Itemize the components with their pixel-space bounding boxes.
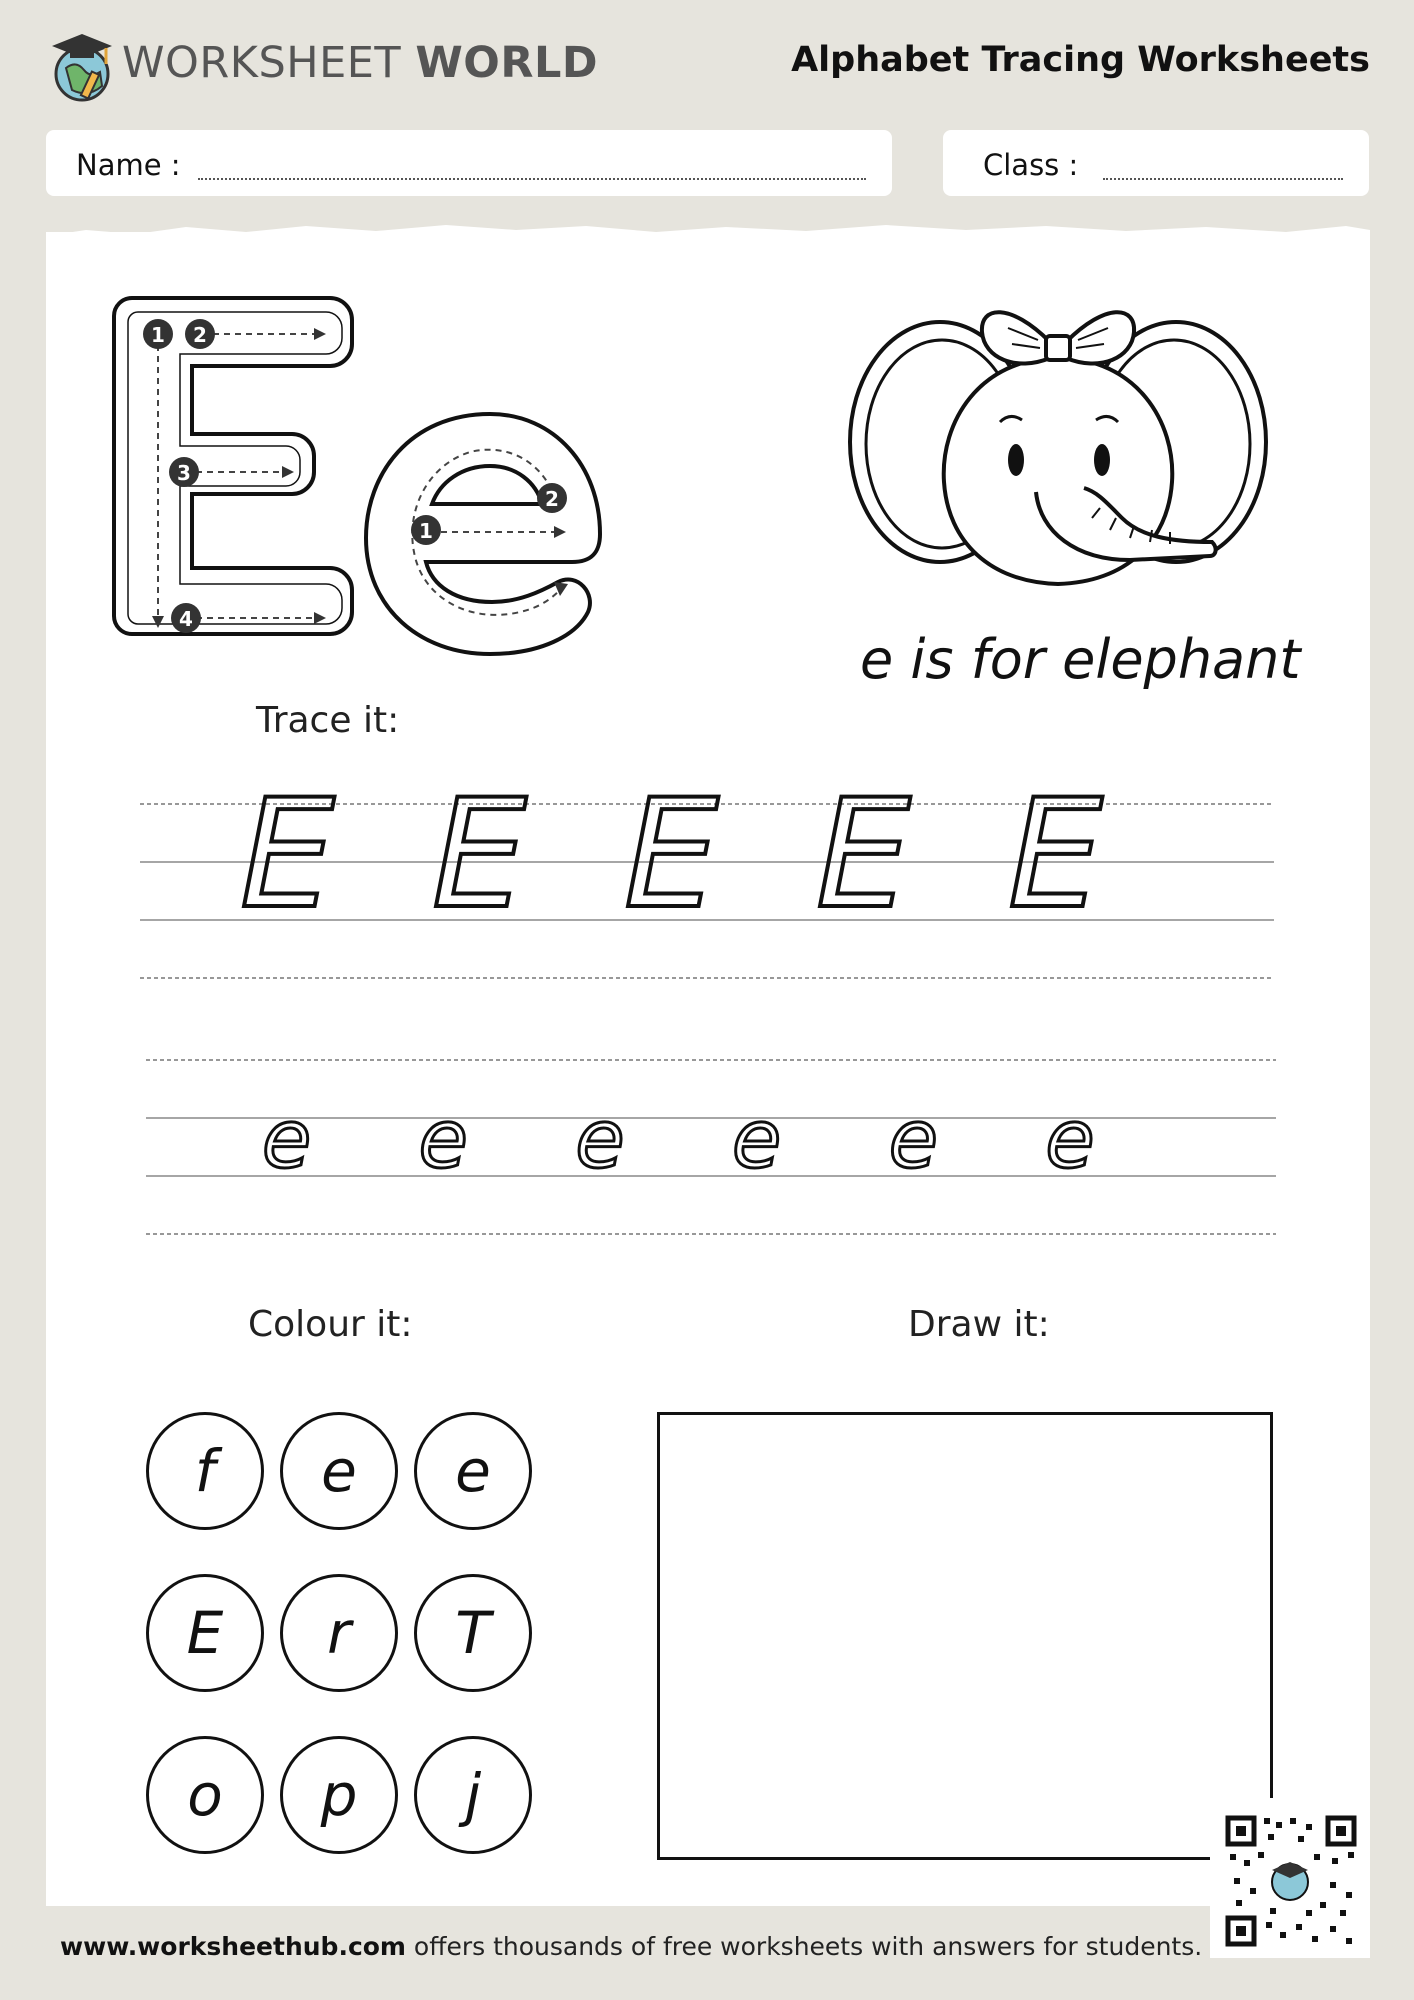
name-write-line[interactable]	[198, 178, 866, 180]
colour-circle[interactable]: f	[146, 1412, 264, 1530]
svg-text:1: 1	[151, 323, 165, 347]
trace-letter-upper[interactable]: E	[240, 768, 335, 942]
class-write-line[interactable]	[1103, 178, 1343, 180]
trace-letter-lower[interactable]: e	[1045, 1093, 1095, 1186]
colour-circle[interactable]: p	[280, 1736, 398, 1854]
lowercase-e-outline	[366, 414, 600, 654]
trace-letter-upper[interactable]: E	[1008, 768, 1103, 942]
colour-circle[interactable]: r	[280, 1574, 398, 1692]
class-label: Class :	[983, 148, 1079, 182]
letter-caption: e is for elephant	[860, 628, 1301, 691]
colour-circle[interactable]: e	[414, 1412, 532, 1530]
step-badge	[185, 319, 215, 349]
colour-circle[interactable]: E	[146, 1574, 264, 1692]
step-badge	[411, 515, 441, 545]
colour-circle[interactable]: j	[414, 1736, 532, 1854]
document-title: Alphabet Tracing Worksheets	[791, 40, 1370, 80]
svg-text:3: 3	[177, 461, 191, 485]
draw-box[interactable]	[657, 1412, 1273, 1860]
logo-light-text: WORKSHEET	[122, 38, 402, 88]
svg-text:2: 2	[545, 487, 559, 511]
draw-label: Draw it:	[908, 1304, 1050, 1345]
trace-letter-lower[interactable]: e	[732, 1093, 782, 1186]
footer-description: offers thousands of free worksheets with answers for students.	[405, 1932, 1203, 1961]
class-field[interactable]	[943, 130, 1369, 196]
trace-letter-lower[interactable]: e	[575, 1093, 625, 1186]
colour-circle-grid	[146, 1412, 530, 1854]
name-label: Name :	[76, 148, 181, 182]
svg-text:2: 2	[193, 323, 207, 347]
letter-demo	[110, 290, 610, 670]
colour-circle[interactable]: T	[414, 1574, 532, 1692]
footer-site-link[interactable]: www.worksheethub.com	[60, 1932, 406, 1961]
logo-bold-text: WORLD	[415, 38, 599, 88]
trace-letter-upper[interactable]: E	[816, 768, 911, 942]
name-field[interactable]	[46, 130, 892, 196]
step-badge	[537, 483, 567, 513]
elephant-illustration	[840, 292, 1280, 612]
step-badge	[171, 603, 201, 633]
colour-circle[interactable]: e	[280, 1412, 398, 1530]
trace-letter-lower[interactable]: e	[262, 1093, 312, 1186]
step-badge	[169, 457, 199, 487]
svg-text:4: 4	[179, 607, 193, 631]
trace-letter-upper[interactable]: E	[624, 768, 719, 942]
logo-icon	[46, 28, 118, 104]
step-badge	[143, 319, 173, 349]
trace-letter-upper[interactable]: E	[432, 768, 527, 942]
colour-circle[interactable]: o	[146, 1736, 264, 1854]
qr-code-icon	[1210, 1798, 1370, 1958]
trace-letter-lower[interactable]: e	[888, 1093, 938, 1186]
colour-label: Colour it:	[248, 1304, 413, 1345]
svg-text:1: 1	[419, 519, 433, 543]
logo-text	[122, 38, 598, 88]
trace-letter-lower[interactable]: e	[418, 1093, 468, 1186]
footer-text	[60, 1932, 1202, 1961]
trace-label: Trace it:	[256, 700, 400, 741]
